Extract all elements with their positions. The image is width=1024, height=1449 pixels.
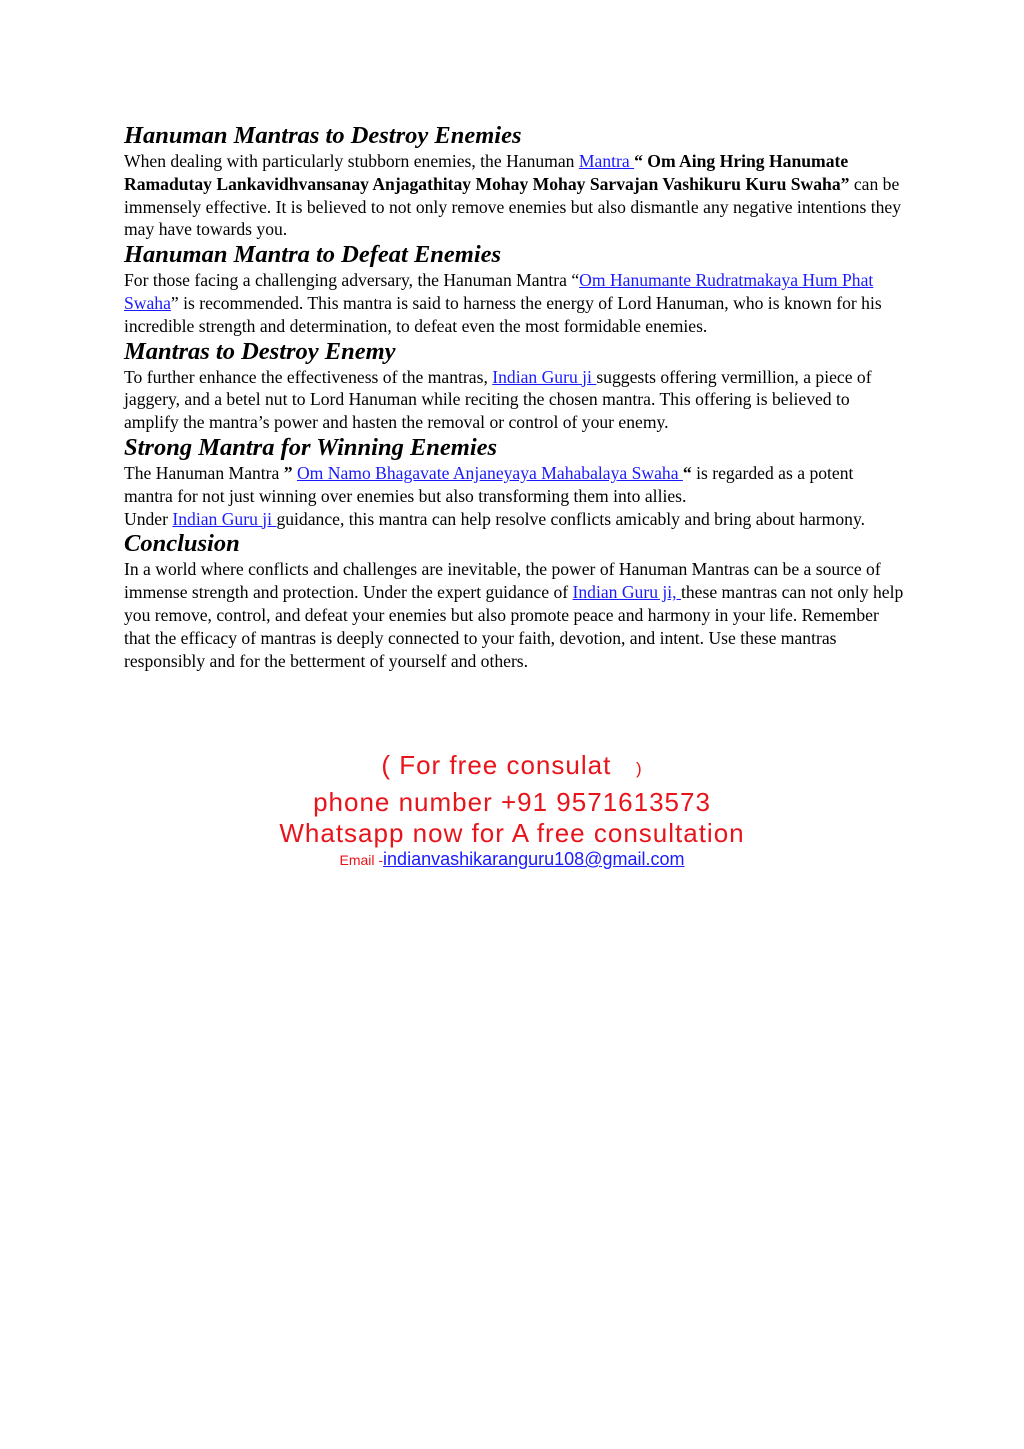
section-destroy-enemy bbox=[124, 338, 904, 434]
heading-destroy-enemies: Hanuman Mantras to Destroy Enemies bbox=[124, 122, 522, 149]
heading-conclusion: Conclusion bbox=[124, 530, 240, 558]
section-destroy-enemies bbox=[124, 122, 904, 241]
email-label: Email - bbox=[339, 852, 384, 868]
rudratmakaya-mantra-link[interactable]: Om Hanumante Rudratmakaya Hum Phat Swaha bbox=[124, 270, 874, 313]
heading-defeat-enemies: Hanuman Mantra to Defeat Enemies bbox=[124, 241, 502, 269]
anjaneyaya-mantra-link[interactable]: Om Namo Bhagavate Anjaneyaya Mahabalaya Swaha bbox=[296, 462, 683, 483]
mantra-link[interactable]: Mantra bbox=[578, 151, 635, 171]
paragraph-conclusion: In a world where conflicts and challenges are inevitable, the power of Hanuman Mantras can be a source of immense strength and protection. Under the expert guidance of Indian Guru ji, these mantras can not only help you remove, control, and defeat your enemies but also promote peace and harmony in your life. Remember that the efficacy of mantras is deeply connected to your faith, devotion, and intent. Use these mantras responsibly and for the betterment of yourself and others. bbox=[124, 559, 904, 671]
indian-guru-conclusion-link[interactable]: Indian Guru ji, bbox=[572, 582, 681, 603]
email-line bbox=[0, 848, 1024, 871]
section-winning-enemies bbox=[124, 434, 904, 530]
mantra-text-bold: “ Om Aing Hring Hanumate Ramadutay Lankavidhvansanay Anjagathitay Mohay Mohay Sarvajan Vashikuru Kuru Swaha” bbox=[124, 151, 850, 194]
whatsapp-line: Whatsapp now for A free consultation bbox=[279, 818, 745, 848]
contact-block bbox=[0, 748, 1024, 871]
paragraph-defeat-enemies: For those facing a challenging adversary, the Hanuman Mantra “Om Hanumante Rudratmakaya Hum Phat Swaha” is recommended. This mantra is said to harness the energy of Lord Hanuman, who is known for his incredible strength and determination, to defeat even the most formidable enemies. bbox=[124, 270, 882, 336]
indian-guru-guidance-link[interactable]: Indian Guru ji bbox=[172, 508, 277, 529]
paragraph-winning-enemies: The Hanuman Mantra ” Om Namo Bhagavate Anjaneyaya Mahabalaya Swaha “ is regarded as a potent mantra for not just winning over enemies but also transforming them into allies. bbox=[124, 462, 854, 506]
paragraph-winning-guidance: Under Indian Guru ji guidance, this mantra can help resolve conflicts amicably and bring about harmony. bbox=[124, 508, 866, 529]
indian-guru-link[interactable]: Indian Guru ji bbox=[492, 366, 597, 387]
document-body bbox=[124, 122, 904, 672]
heading-winning-enemies: Strong Mantra for Winning Enemies bbox=[124, 433, 498, 461]
paragraph-destroy-enemy: To further enhance the effectiveness of the mantras, Indian Guru ji suggests offering vermillion, a piece of jaggery, and a betel nut to Lord Hanuman while reciting the chosen mantra. This offering is believed to amplify the mantra’s power and hasten the removal or control of your enemy. bbox=[124, 366, 872, 433]
section-conclusion bbox=[124, 530, 904, 672]
heading-destroy-enemy: Mantras to Destroy Enemy bbox=[124, 337, 396, 365]
phone-number: phone number +91 9571613573 bbox=[313, 787, 711, 817]
email-link[interactable]: indianvashikaranguru108@gmail.com bbox=[383, 849, 685, 869]
free-consult-line: ( For free consulat ) bbox=[381, 750, 643, 780]
section-defeat-enemies bbox=[124, 241, 904, 337]
paragraph-destroy-enemies: When dealing with particularly stubborn enemies, the Hanuman Mantra “ Om Aing Hring Hanumate Ramadutay Lankavidhvansanay Anjagathitay Mohay Mohay Sarvajan Vashikuru Kuru Swaha” can be immensely effective. It is believed to not only remove enemies but also dismantle any negative intentions they may have towards you. bbox=[124, 151, 902, 240]
